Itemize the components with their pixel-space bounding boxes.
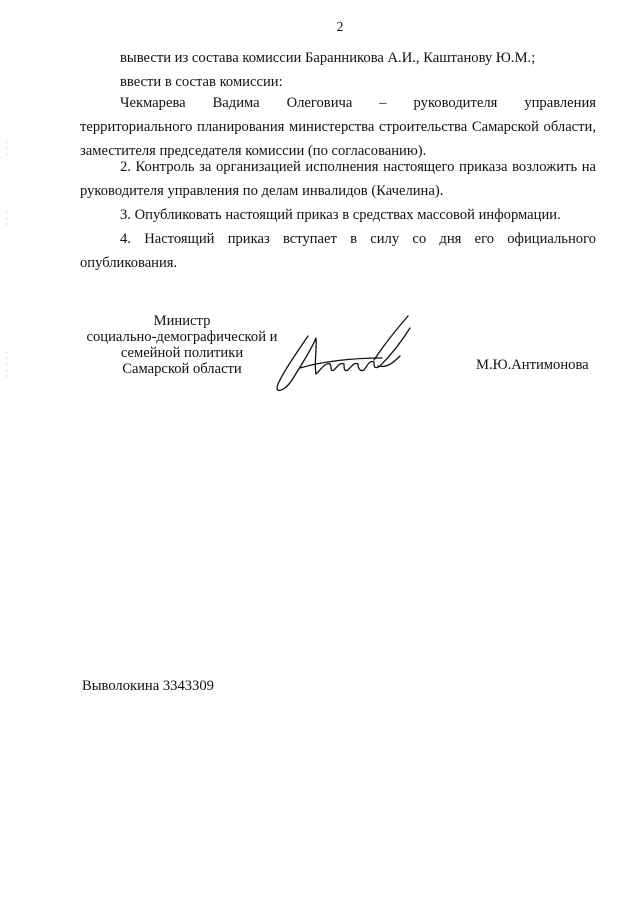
chekmarev-word: Чекмарева bbox=[120, 95, 186, 111]
chekmarev-word: руководителя bbox=[413, 95, 498, 111]
position-line: Самарской области bbox=[122, 361, 242, 377]
paragraph-add-members: ввести в состав комиссии: bbox=[120, 74, 283, 90]
handwritten-signature bbox=[270, 308, 440, 400]
paragraph-remove-members: вывести из состава комиссии Баранникова А.И., Каштанову Ю.М.; bbox=[120, 50, 536, 66]
items-block bbox=[80, 155, 596, 275]
scan-margin-marks: · · · bbox=[6, 210, 8, 228]
chekmarev-first-line bbox=[80, 91, 596, 115]
chekmarev-continuation: территориального планирования министерства строительства Самарской области, заместителя председателя комиссии (по согласованию). bbox=[80, 119, 596, 159]
chekmarev-word: Вадима bbox=[212, 95, 260, 111]
chekmarev-word: – bbox=[379, 95, 387, 111]
chekmarev-block bbox=[80, 91, 596, 163]
position-line: семейной политики bbox=[120, 345, 244, 361]
body-text bbox=[80, 46, 596, 94]
position-line: социально-демографической и bbox=[86, 329, 278, 345]
paragraph-item-3: 3. Опубликовать настоящий приказ в средствах массовой информации. bbox=[120, 207, 561, 223]
chekmarev-word: управления bbox=[524, 95, 596, 111]
signer-name: М.Ю.Антимонова bbox=[476, 357, 589, 373]
paragraph-item-2: 2. Контроль за организацией исполнения настоящего приказа возложить на руководителя управления по делам инвалидов (Качелина). bbox=[80, 159, 596, 199]
position-line: Министр bbox=[153, 313, 211, 329]
scan-margin-marks: · · · bbox=[6, 140, 8, 158]
executor-contact: Выволокина 3343309 bbox=[82, 678, 214, 694]
page-number: 2 bbox=[336, 20, 344, 35]
chekmarev-word: Олеговича bbox=[286, 95, 353, 111]
signatory-position bbox=[82, 313, 282, 377]
paragraph-item-4: 4. Настоящий приказ вступает в силу со дня его официального опубликования. bbox=[80, 231, 596, 271]
scan-margin-marks: · · · · · bbox=[6, 350, 8, 380]
